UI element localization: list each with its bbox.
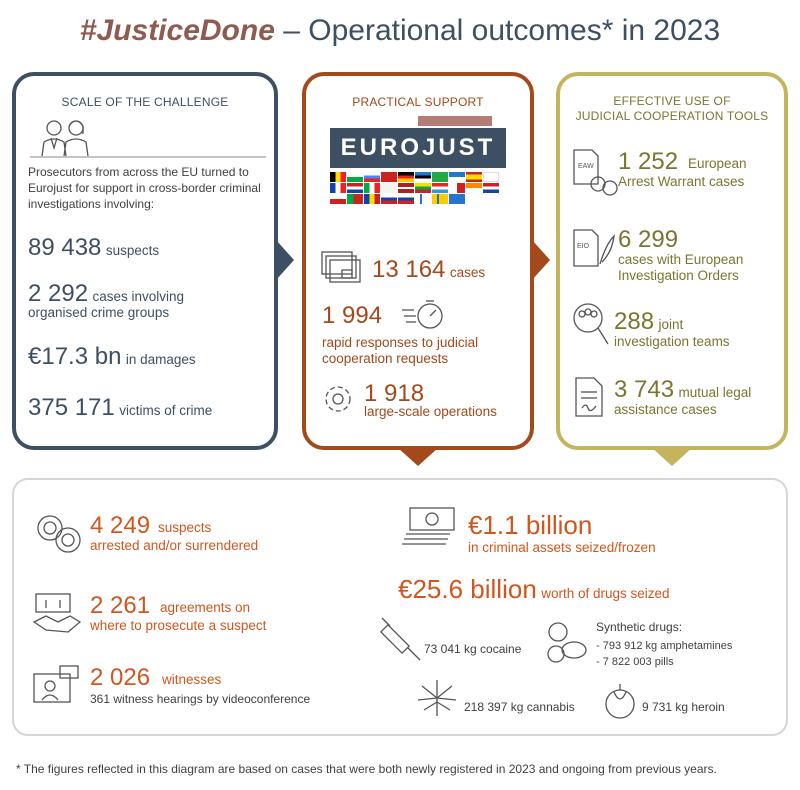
handshake-icon bbox=[32, 592, 84, 634]
stat-ocg bbox=[28, 280, 184, 308]
ocg-label-2: organised crime groups bbox=[28, 305, 170, 320]
mla-number: 3 743 bbox=[614, 376, 675, 403]
witness-label-1: witnesses bbox=[162, 672, 222, 687]
mla-label-2: assistance cases bbox=[614, 402, 717, 417]
mla-label-1: mutual legal bbox=[678, 385, 752, 400]
eurojust-logo: EUROJUST bbox=[330, 128, 506, 168]
eaw-icon-label: EAW bbox=[578, 163, 594, 170]
cases-number: 13 164 bbox=[372, 256, 446, 283]
eio-icon-label: EIO bbox=[577, 243, 590, 250]
cannabis-leaf-icon bbox=[414, 678, 460, 720]
logo-bar bbox=[418, 116, 492, 126]
stopwatch-icon bbox=[400, 298, 446, 332]
stat-cases bbox=[372, 256, 485, 284]
practical-heading: PRACTICAL SUPPORT bbox=[352, 95, 484, 109]
agree-label-1: agreements on bbox=[160, 600, 251, 615]
arrest-label-2: arrested and/or surrendered bbox=[90, 538, 259, 553]
ocg-number: 2 292 bbox=[28, 280, 89, 307]
witness-label-2: 361 witness hearings by videoconference bbox=[90, 692, 311, 706]
eaw-number: 1 252 bbox=[618, 148, 679, 175]
page-title bbox=[0, 14, 800, 48]
drugs-number: €25.6 billion bbox=[398, 574, 537, 604]
stat-mla bbox=[614, 376, 751, 404]
assets-number: €1.1 billion bbox=[468, 510, 593, 540]
arrow-down-icon bbox=[398, 448, 438, 468]
synth-pills: - 7 822 003 pills bbox=[596, 656, 674, 668]
scale-intro: Prosecutors from across the EU turned to Eurojust for support in cross-border criminal investigations involving: bbox=[28, 165, 261, 211]
stat-jit bbox=[614, 308, 683, 336]
assets-label: in criminal assets seized/frozen bbox=[468, 540, 656, 555]
stat-damages bbox=[28, 343, 196, 371]
cocaine-label: 73 041 kg cocaine bbox=[424, 642, 522, 656]
divider bbox=[30, 156, 266, 158]
jit-label-1: joint bbox=[658, 317, 684, 332]
eio-quill-icon bbox=[572, 228, 618, 274]
cannabis-label: 218 397 kg cannabis bbox=[464, 700, 575, 714]
stat-drugs bbox=[398, 574, 670, 605]
drugs-label: worth of drugs seized bbox=[541, 586, 670, 601]
suspects-label: suspects bbox=[105, 243, 160, 258]
syringe-icon bbox=[378, 614, 424, 664]
footnote: * The figures reflected in this diagram are based on cases that were both newly registered in 2023 and ongoing from previous years. bbox=[16, 762, 717, 776]
jit-label-2: investigation teams bbox=[614, 334, 730, 349]
prosecutors-icon bbox=[36, 116, 96, 158]
arrow-right-icon bbox=[532, 240, 552, 280]
arrest-label-1: suspects bbox=[158, 520, 212, 535]
eaw-handcuffs-icon bbox=[572, 148, 618, 198]
pills-icon bbox=[544, 620, 590, 666]
damages-number: €17.3 bn bbox=[28, 343, 122, 370]
synth-title: Synthetic drugs: bbox=[596, 620, 683, 634]
damages-label: in damages bbox=[125, 352, 196, 367]
agree-number: 2 261 bbox=[90, 592, 151, 619]
mla-document-icon bbox=[574, 376, 610, 418]
jit-magnifier-icon bbox=[572, 302, 612, 348]
videoconference-icon bbox=[32, 664, 82, 706]
arrest-number: 4 249 bbox=[90, 512, 151, 539]
victims-number: 375 171 bbox=[28, 394, 115, 421]
victims-label: victims of crime bbox=[119, 403, 213, 418]
stat-victims bbox=[28, 394, 212, 422]
case-files-icon bbox=[320, 248, 366, 286]
banknotes-icon bbox=[396, 506, 460, 550]
jit-number: 288 bbox=[614, 308, 655, 335]
rapid-label: rapid responses to judicial cooperation requests bbox=[322, 335, 479, 366]
ops-number: 1 918 bbox=[364, 380, 425, 407]
title-rest: – Operational outcomes* in 2023 bbox=[274, 14, 721, 47]
ocg-label: cases involving bbox=[92, 289, 185, 304]
poppy-icon bbox=[600, 682, 640, 722]
ops-label: large-scale operations bbox=[364, 404, 497, 419]
scale-heading: SCALE OF THE CHALLENGE bbox=[61, 95, 229, 109]
suspects-number: 89 438 bbox=[28, 234, 102, 261]
eaw-label-2: Arrest Warrant cases bbox=[618, 174, 745, 189]
tools-heading bbox=[560, 94, 784, 124]
eu-flags bbox=[330, 172, 510, 205]
tools-heading-1: EFFECTIVE USE OF bbox=[613, 94, 731, 108]
eaw-label-1: European bbox=[688, 156, 747, 171]
gears-icon bbox=[318, 380, 358, 418]
arrow-right-icon bbox=[276, 240, 296, 280]
cases-label: cases bbox=[449, 265, 486, 280]
tools-heading-2: JUDICIAL COOPERATION TOOLS bbox=[575, 109, 769, 123]
title-hashtag: #JusticeDone bbox=[79, 14, 275, 47]
eio-number: 6 299 bbox=[618, 226, 679, 253]
rapid-number: 1 994 bbox=[322, 302, 383, 329]
synth-amphetamines: - 793 912 kg amphetamines bbox=[596, 640, 733, 652]
stat-suspects bbox=[28, 234, 159, 262]
agree-label-2: where to prosecute a suspect bbox=[90, 618, 267, 633]
heroin-label: 9 731 kg heroin bbox=[642, 700, 725, 714]
handcuffs-icon bbox=[34, 512, 84, 556]
eio-label: cases with European Investigation Orders bbox=[618, 252, 744, 283]
witness-number: 2 026 bbox=[90, 664, 151, 691]
arrow-down-icon bbox=[652, 448, 692, 468]
